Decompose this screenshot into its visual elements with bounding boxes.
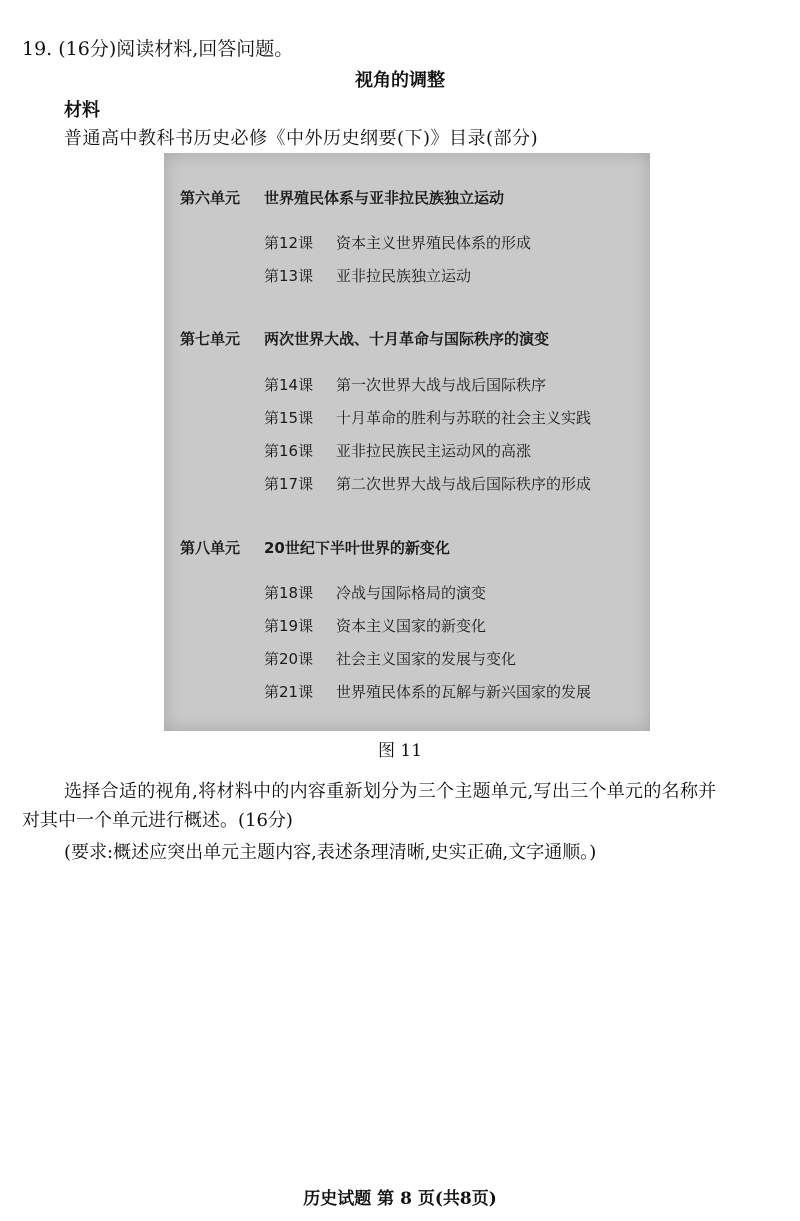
material-label: 材料 (64, 100, 100, 121)
question-header: 19. (16分)阅读材料,回答问题。 (22, 38, 294, 60)
unit-title: 两次世界大战、十月革命与国际秩序的演变 (264, 330, 550, 348)
material-caption: 普通高中教科书历史必修《中外历史纲要(下)》目录(部分) (64, 128, 539, 149)
lesson-title: 亚非拉民族独立运动 (336, 267, 472, 285)
unit-heading (180, 537, 450, 558)
lesson-number: 第17课 (264, 475, 314, 493)
lesson-row (264, 440, 531, 461)
unit-title: 20世纪下半叶世界的新变化 (264, 539, 450, 557)
lesson-title: 亚非拉民族民主运动风的高涨 (336, 442, 532, 460)
page-footer: 历史试题 第 8 页(共8页) (303, 1189, 497, 1209)
section-title: 视角的调整 (355, 70, 445, 91)
figure-caption: 图 11 (377, 741, 423, 761)
lesson-title: 十月革命的胜利与苏联的社会主义实践 (336, 409, 592, 427)
lesson-number: 第14课 (264, 376, 314, 394)
lesson-number: 第16课 (264, 442, 314, 460)
instruction-requirements: (要求:概述应突出单元主题内容,表述条理清晰,史实正确,文字通顺。) (64, 842, 597, 863)
lesson-number: 第13课 (264, 267, 314, 285)
unit-title: 世界殖民体系与亚非拉民族独立运动 (264, 189, 505, 207)
unit-heading (180, 187, 504, 208)
lesson-row (264, 374, 546, 395)
unit-heading (180, 328, 549, 349)
lesson-number: 第15课 (264, 409, 314, 427)
unit-number: 第七单元 (180, 330, 241, 348)
instruction-line: 选择合适的视角,将材料中的内容重新划分为三个主题单元,写出三个单元的名称并 (64, 781, 717, 802)
lesson-row (264, 681, 591, 702)
lesson-row (264, 232, 531, 253)
lesson-title: 世界殖民体系的瓦解与新兴国家的发展 (336, 683, 592, 701)
lesson-number: 第19课 (264, 617, 314, 635)
lesson-number: 第12课 (264, 234, 314, 252)
unit-number: 第六单元 (180, 189, 241, 207)
lesson-row (264, 407, 591, 428)
lesson-number: 第21课 (264, 683, 314, 701)
instruction-line: 对其中一个单元进行概述。(16分) (22, 810, 293, 831)
lesson-row (264, 648, 516, 669)
lesson-number: 第18课 (264, 584, 314, 602)
unit-number: 第八单元 (180, 539, 241, 557)
lesson-title: 资本主义世界殖民体系的形成 (336, 234, 532, 252)
lesson-title: 社会主义国家的发展与变化 (336, 650, 517, 668)
lesson-title: 资本主义国家的新变化 (336, 617, 487, 635)
table-of-contents-photo (164, 153, 650, 731)
lesson-row (264, 582, 486, 603)
lesson-title: 第一次世界大战与战后国际秩序 (336, 376, 547, 394)
lesson-title: 第二次世界大战与战后国际秩序的形成 (336, 475, 592, 493)
lesson-row (264, 473, 591, 494)
lesson-number: 第20课 (264, 650, 314, 668)
lesson-title: 冷战与国际格局的演变 (336, 584, 487, 602)
lesson-row (264, 615, 486, 636)
lesson-row (264, 265, 471, 286)
